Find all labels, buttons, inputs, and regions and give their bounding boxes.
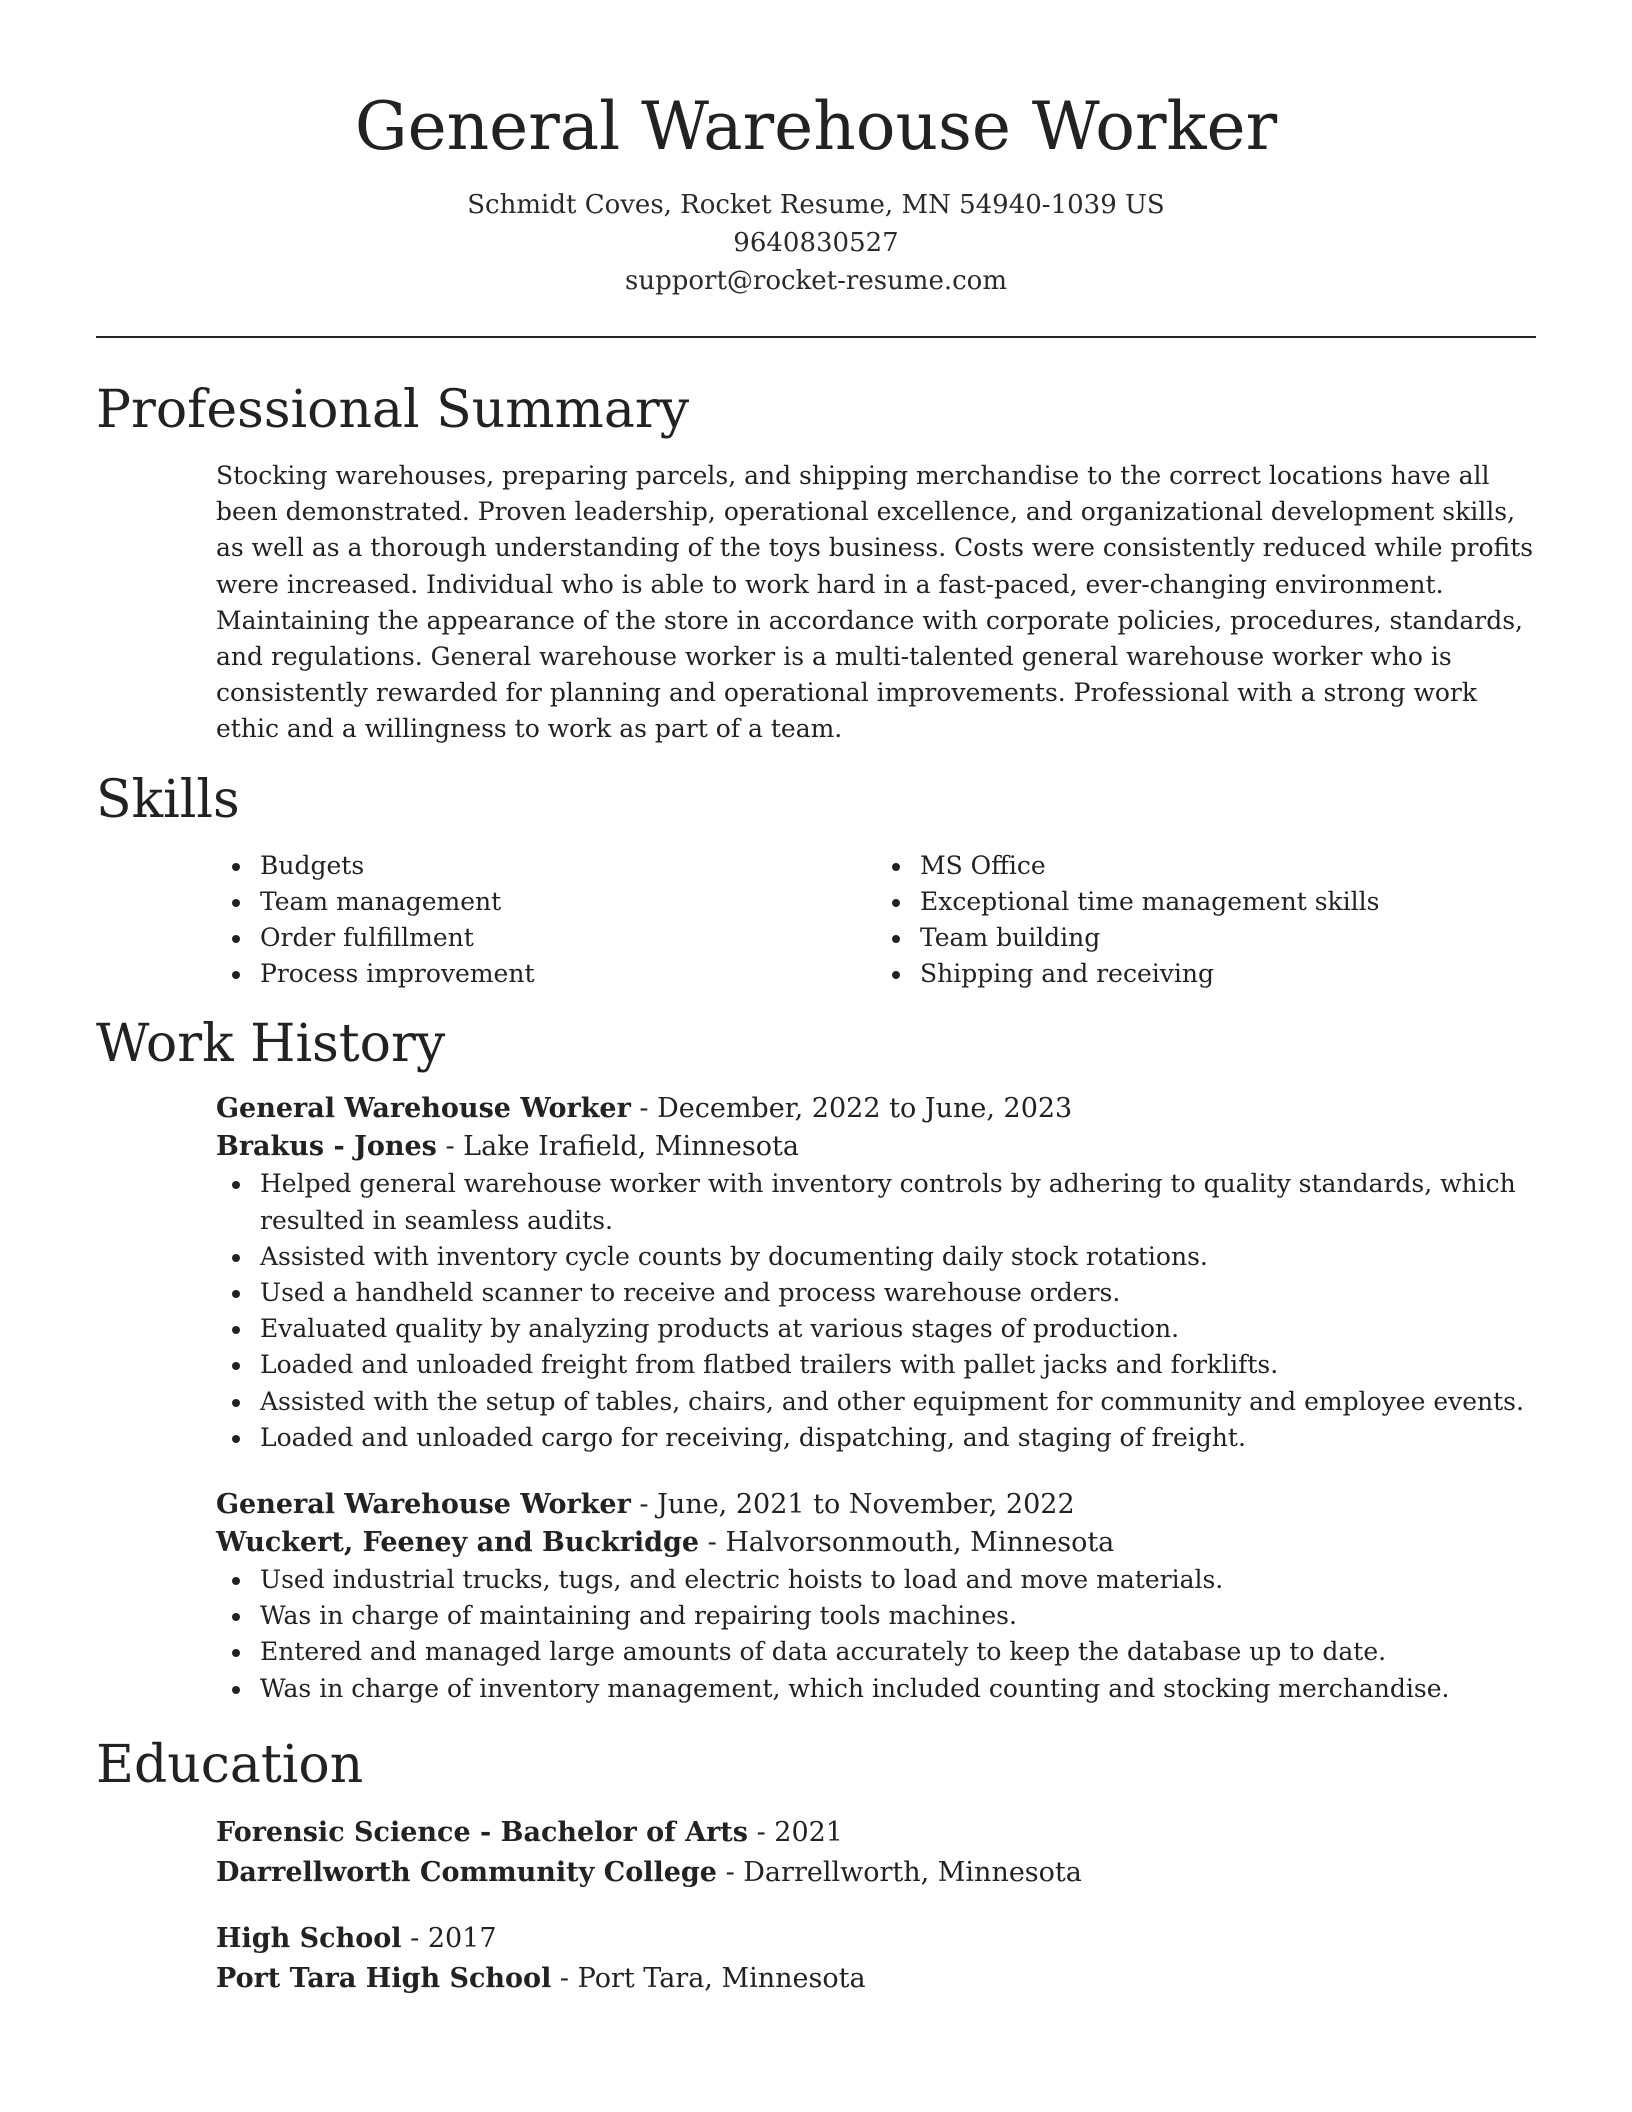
work-history-heading: Work History bbox=[96, 1014, 446, 1075]
job-duty: Used a handheld scanner to receive and process warehouse orders. bbox=[260, 1275, 1536, 1311]
skill-item: Shipping and receiving bbox=[920, 956, 1536, 992]
education-degree: High School bbox=[216, 1922, 402, 1954]
education-school: Port Tara High School bbox=[216, 1962, 552, 1994]
education-entry bbox=[216, 1919, 1536, 1999]
contact-phone: 9640830527 bbox=[733, 228, 899, 258]
education-location: - Darrellworth, Minnesota bbox=[717, 1856, 1082, 1888]
work-history-section bbox=[96, 1012, 1536, 1706]
job-company-line bbox=[216, 1128, 1536, 1166]
job-company: Wuckert, Feeney and Buckridge bbox=[216, 1527, 700, 1559]
job-role: General Warehouse Worker bbox=[216, 1093, 631, 1125]
skill-item: Process improvement bbox=[260, 956, 876, 992]
job-duty: Used industrial trucks, tugs, and electric hoists to load and move materials. bbox=[260, 1562, 1536, 1598]
education-school-line bbox=[216, 1959, 1536, 1999]
job-company-line bbox=[216, 1524, 1536, 1562]
skill-item: Exceptional time management skills bbox=[920, 884, 1536, 920]
job-dates: - June, 2021 to November, 2022 bbox=[630, 1489, 1075, 1521]
skill-item: Team management bbox=[260, 884, 876, 920]
summary-heading: Professional Summary bbox=[96, 380, 690, 440]
header-divider bbox=[96, 336, 1536, 338]
skill-item: Team building bbox=[920, 920, 1536, 956]
education-entry bbox=[216, 1813, 1536, 1893]
resume-header bbox=[96, 0, 1536, 300]
summary-text: Stocking warehouses, preparing parcels, and shipping merchandise to the correct locations have all been demonstrated. Proven leadership, operational excellence, and organizational development skills, as well as a thorough understanding of the toys business. Costs were consistently reduced while profits were increased. Individual who is able to work hard in a fast-paced, ever-changing environment. Maintaining the appearance of the store in accordance with corporate policies, procedures, standards, and regulations. General warehouse worker is a multi-talented general warehouse worker who is consistently rewarded for planning and operational improvements. Professional with a strong work ethic and a willingness to work as part of a team. bbox=[216, 461, 1534, 744]
contact-address: Schmidt Coves, Rocket Resume, MN 54940-1039 US bbox=[467, 190, 1165, 220]
job-duty: Loaded and unloaded freight from flatbed trailers with pallet jacks and forklifts. bbox=[260, 1347, 1536, 1383]
skills-list-right bbox=[876, 848, 1536, 993]
job-duty: Assisted with the setup of tables, chairs, and other equipment for community and employee events. bbox=[260, 1384, 1536, 1420]
skill-item: MS Office bbox=[920, 848, 1536, 884]
education-year: - 2021 bbox=[747, 1816, 843, 1848]
job-location: - Lake Irafield, Minnesota bbox=[436, 1131, 799, 1163]
job-company: Brakus - Jones bbox=[216, 1131, 437, 1163]
job-duty: Was in charge of maintaining and repairing tools machines. bbox=[260, 1598, 1536, 1634]
job-entry bbox=[216, 1486, 1536, 1707]
job-duty: Helped general warehouse worker with inventory controls by adhering to quality standards, which resulted in seamless audits. bbox=[260, 1166, 1536, 1238]
skills-grid bbox=[216, 848, 1536, 993]
job-dates: - December, 2022 to June, 2023 bbox=[630, 1093, 1073, 1125]
contact-email: support@rocket-resume.com bbox=[624, 266, 1007, 296]
job-entry bbox=[216, 1090, 1536, 1456]
skills-section bbox=[96, 768, 1536, 993]
education-degree: Forensic Science - Bachelor of Arts bbox=[216, 1816, 748, 1848]
education-degree-line bbox=[216, 1813, 1536, 1853]
job-duty: Evaluated quality by analyzing products at various stages of production. bbox=[260, 1311, 1536, 1347]
candidate-name: General Warehouse Worker bbox=[354, 88, 1278, 165]
education-year: - 2017 bbox=[401, 1922, 497, 1954]
skill-item: Order fulfillment bbox=[260, 920, 876, 956]
education-school: Darrellworth Community College bbox=[216, 1856, 717, 1888]
education-school-line bbox=[216, 1853, 1536, 1893]
job-title-line bbox=[216, 1090, 1536, 1128]
job-duty: Assisted with inventory cycle counts by documenting daily stock rotations. bbox=[260, 1239, 1536, 1275]
skill-item: Budgets bbox=[260, 848, 876, 884]
job-location: - Halvorsonmouth, Minnesota bbox=[699, 1527, 1115, 1559]
job-duty: Was in charge of inventory management, which included counting and stocking merchandise. bbox=[260, 1671, 1536, 1707]
education-heading: Education bbox=[96, 1734, 364, 1795]
job-role: General Warehouse Worker bbox=[216, 1489, 631, 1521]
job-duties-list bbox=[216, 1562, 1536, 1707]
education-degree-line bbox=[216, 1919, 1536, 1959]
job-duties-list bbox=[216, 1166, 1536, 1456]
education-section bbox=[96, 1733, 1536, 1999]
skills-list-left bbox=[216, 848, 876, 993]
education-location: - Port Tara, Minnesota bbox=[551, 1962, 866, 1994]
job-duty: Loaded and unloaded cargo for receiving, dispatching, and staging of freight. bbox=[260, 1420, 1536, 1456]
summary-section bbox=[96, 378, 1536, 748]
job-duty: Entered and managed large amounts of data accurately to keep the database up to date. bbox=[260, 1634, 1536, 1670]
skills-heading: Skills bbox=[96, 769, 240, 830]
job-title-line bbox=[216, 1486, 1536, 1524]
contact-block bbox=[96, 186, 1536, 300]
